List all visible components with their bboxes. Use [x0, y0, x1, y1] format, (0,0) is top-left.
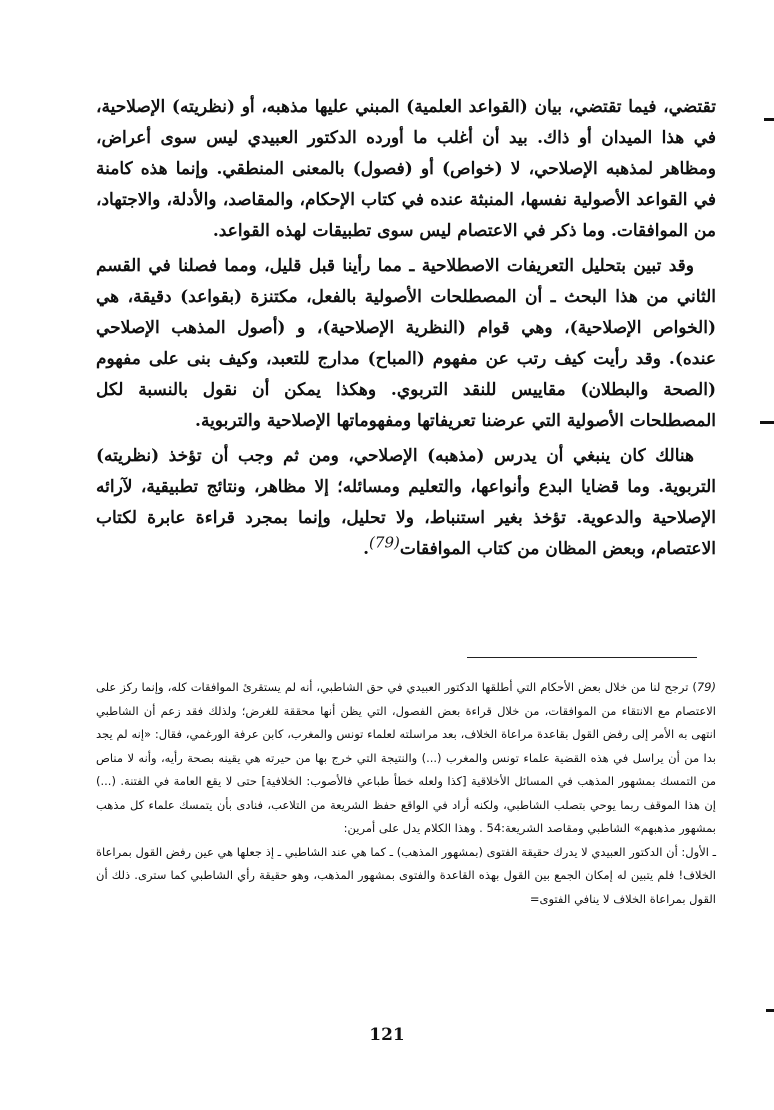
paragraph-3-end: . — [363, 539, 370, 559]
footnote-text-1: ) ترجح لنا من خلال بعض الأحكام التي أطلقها الدكتور العبيدي في حق الشاطبي، أنه لم يستقرئ الموافقات كله، وإنما ركز على الاعتصام مع الانتقاء من الموافقات، من خلال قراءة بعض الفصول، التي يظن أنها محققة للغرض؛ ولذلك فقد زعم أن الشاطبي انتهى به الأمر إلى رفض القول بقاعدة مراعاة الخلاف، بعد مراسلته لعلماء تونس والمغرب، كابن عرفة الورغمي، فقال: «إنه لم يجد بدا من أن يراسل في هذه القضية علماء تونس والمغرب (...) والنتيجة التي خرج بها من حيرته هي يقينه بصحة رأيه، وأنه لا مناص من التمسك بمشهور المذهب في المسائل الأخلاقية [كذا ولعله خطأ طباعي فالأصوب: الخلافية] حتى لا يقع العامة في الفتنة. (...) إن هذا الموقف ربما يوحي بتصلب الشاطبي، ولكنه أراد في الواقع حفظ الشريعة من التلاعب، فنادى بأن يتمسك علماء كل مذهب بمشهور مذهبهم» الشاطبي ومقاصد الشريعة:54 . وهذا الكلام يدل على أمرين: — [96, 680, 716, 835]
footnote-number: (79 — [696, 680, 716, 694]
footnote-divider — [467, 657, 697, 658]
footnote-79 — [96, 676, 716, 911]
paragraph-1: تقتضي، فيما تقتضي، بيان (القواعد العلمية) المبني عليها مذهبه، أو (نظريته) الإصلاحية، في هذا الميدان أو ذاك. بيد أن أغلب ما أورده الدكتور العبيدي ليس سوى أعراض، ومظاهر لمذهبه الإصلاحي، لا (خواص) أو (فصول) بالمعنى المنطقي. وإنما هذه كامنة في القواعد الأصولية نفسها، المنبثة عنده في كتاب الإحكام، والمقاصد، والأدلة، والاجتهاد، من الموافقات. وما ذكر في الاعتصام ليس سوى تطبيقات لهذه القواعد. — [96, 97, 716, 241]
scan-edge-mark-bottom — [766, 1009, 774, 1012]
footnote-reference-79[interactable]: (79) — [369, 533, 400, 552]
paragraph-3-text: هنالك كان ينبغي أن يدرس (مذهبه) الإصلاحي، ومن ثم وجب أن تؤخذ (نظريته) التربوية. وما قضايا البدع وأنواعها، والتعليم ومسائله؛ إلا مظاهر، ونتائج تطبيقية، لآرائه الإصلاحية والدعوية. تؤخذ بغير استنباط، ولا تحليل، وإنما بمجرد قراءة عابرة لكتاب الاعتصام، وبعض المظان من كتاب الموافقات — [96, 446, 716, 559]
main-body-text — [96, 92, 716, 569]
scan-edge-mark-middle — [760, 421, 774, 424]
scan-edge-mark-top — [764, 118, 774, 121]
page-number: 121 — [369, 1025, 405, 1045]
footnote-paragraph-2: ـ الأول: أن الدكتور العبيدي لا يدرك حقيقة الفتوى (بمشهور المذهب) ـ كما هي عند الشاطبي ـ إذ جعلها هي عين رفض القول بمراعاة الخلاف! فلم يتبين له إمكان الجمع بين القول بهذه القاعدة والفتوى بمشهور المذهب، وهو حقيقة رأي الشاطبي كما سترى. ذلك أن القول بمراعاة الخلاف لا ينافي الفتوى= — [96, 844, 716, 906]
paragraph-3 — [96, 441, 716, 565]
paragraph-2: وقد تبين بتحليل التعريفات الاصطلاحية ـ مما رأينا قبل قليل، ومما فصلنا في القسم الثاني من هذا البحث ـ أن المصطلحات الأصولية بالفعل، مكتنزة (بقواعد) دقيقة، هي (الخواص الإصلاحية)، وهي قوام (النظرية الإصلاحية)، و (أصول المذهب الإصلاحي عنده). وقد رأيت كيف رتب عن مفهوم (المباح) مدارج للتعبد، وكيف بنى على مفهوم (الصحة والبطلان) مقاييس للنقد التربوي. وهكذا يمكن أن نقول بالنسبة لكل المصطلحات الأصولية التي عرضنا تعريفاتها ومفهوماتها الإصلاحية والتربوية. — [96, 256, 716, 431]
footnote-paragraph-1 — [96, 676, 716, 841]
